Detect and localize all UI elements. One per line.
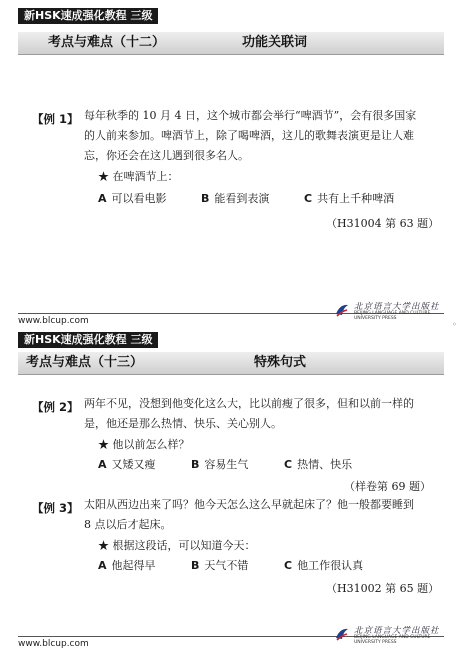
question-source: （样卷第 69 题） bbox=[344, 480, 431, 493]
publisher-name-en: BEIJING LANGUAGE AND CULTURE UNIVERSITY PRESS bbox=[354, 311, 431, 321]
footer-url: www.blcup.com bbox=[18, 639, 89, 649]
publisher-name-cn: 北京语言大学出版社 bbox=[354, 302, 440, 312]
example-tag: 【例 1】 bbox=[32, 112, 79, 126]
question-source: （H31002 第 65 题） bbox=[326, 582, 440, 595]
course-banner: 新HSK速成强化教程 三级 bbox=[18, 8, 158, 24]
option-b: B 天气不错 bbox=[191, 559, 249, 572]
example-line: 8 点以后才起床。 bbox=[84, 518, 172, 531]
course-banner: 新HSK速成强化教程 三级 bbox=[18, 332, 158, 348]
example-line: 是，他还是那么热情、快乐、关心别人。 bbox=[84, 417, 282, 430]
example-tag: 【例 3】 bbox=[32, 501, 79, 515]
example-line: 两年不见，没想到他变化这么大，比以前瘦了很多，但和以前一样的 bbox=[84, 397, 414, 410]
option-a: A 又矮又瘦 bbox=[98, 458, 156, 471]
publisher-emblem-icon bbox=[334, 626, 350, 642]
example-tag: 【例 2】 bbox=[32, 400, 79, 414]
question-source: （H31004 第 63 题） bbox=[326, 217, 440, 230]
publisher-name-en: BEIJING LANGUAGE AND CULTURE UNIVERSITY PRESS bbox=[354, 635, 431, 645]
corner-mark-icon: ◦ bbox=[452, 320, 457, 329]
section-header bbox=[18, 32, 444, 55]
publisher-logo bbox=[334, 624, 440, 646]
question: ★ 他以前怎么样？ bbox=[98, 438, 190, 451]
example-line: 忘，你还会在这儿遇到很多名人。 bbox=[84, 149, 249, 162]
section-title: 考点与难点（十三） bbox=[26, 355, 144, 370]
option-b: B 能看到表演 bbox=[201, 192, 270, 205]
option-c: C 热情、快乐 bbox=[284, 458, 353, 471]
option-c: C 共有上千种啤酒 bbox=[304, 192, 395, 205]
option-c: C 他工作很认真 bbox=[284, 559, 364, 572]
question: ★ 根据这段话，可以知道今天： bbox=[98, 539, 256, 552]
publisher-logo bbox=[334, 300, 440, 322]
publisher-name-cn: 北京语言大学出版社 bbox=[354, 626, 440, 636]
section-header bbox=[18, 352, 444, 375]
option-a: A 他起得早 bbox=[98, 559, 156, 572]
publisher-emblem-icon bbox=[334, 302, 350, 318]
slide-page-2 bbox=[0, 330, 470, 658]
section-topic: 特殊句式 bbox=[254, 355, 307, 370]
option-a: A 可以看电影 bbox=[98, 192, 167, 205]
example-line: 每年秋季的 10 月 4 日，这个城市都会举行“啤酒节”，会有很多国家 bbox=[84, 109, 417, 122]
option-b: B 容易生气 bbox=[191, 458, 249, 471]
section-title: 考点与难点（十二） bbox=[48, 35, 166, 50]
example-line: 太阳从西边出来了吗？他今天怎么这么早就起床了？他一般都要睡到 bbox=[84, 498, 414, 511]
section-topic: 功能关联词 bbox=[242, 35, 308, 50]
question: ★ 在啤酒节上： bbox=[98, 170, 179, 183]
footer-url: www.blcup.com bbox=[18, 316, 89, 326]
example-line: 的人前来参加。啤酒节上，除了喝啤酒，这儿的歌舞表演更是让人难 bbox=[84, 129, 414, 142]
